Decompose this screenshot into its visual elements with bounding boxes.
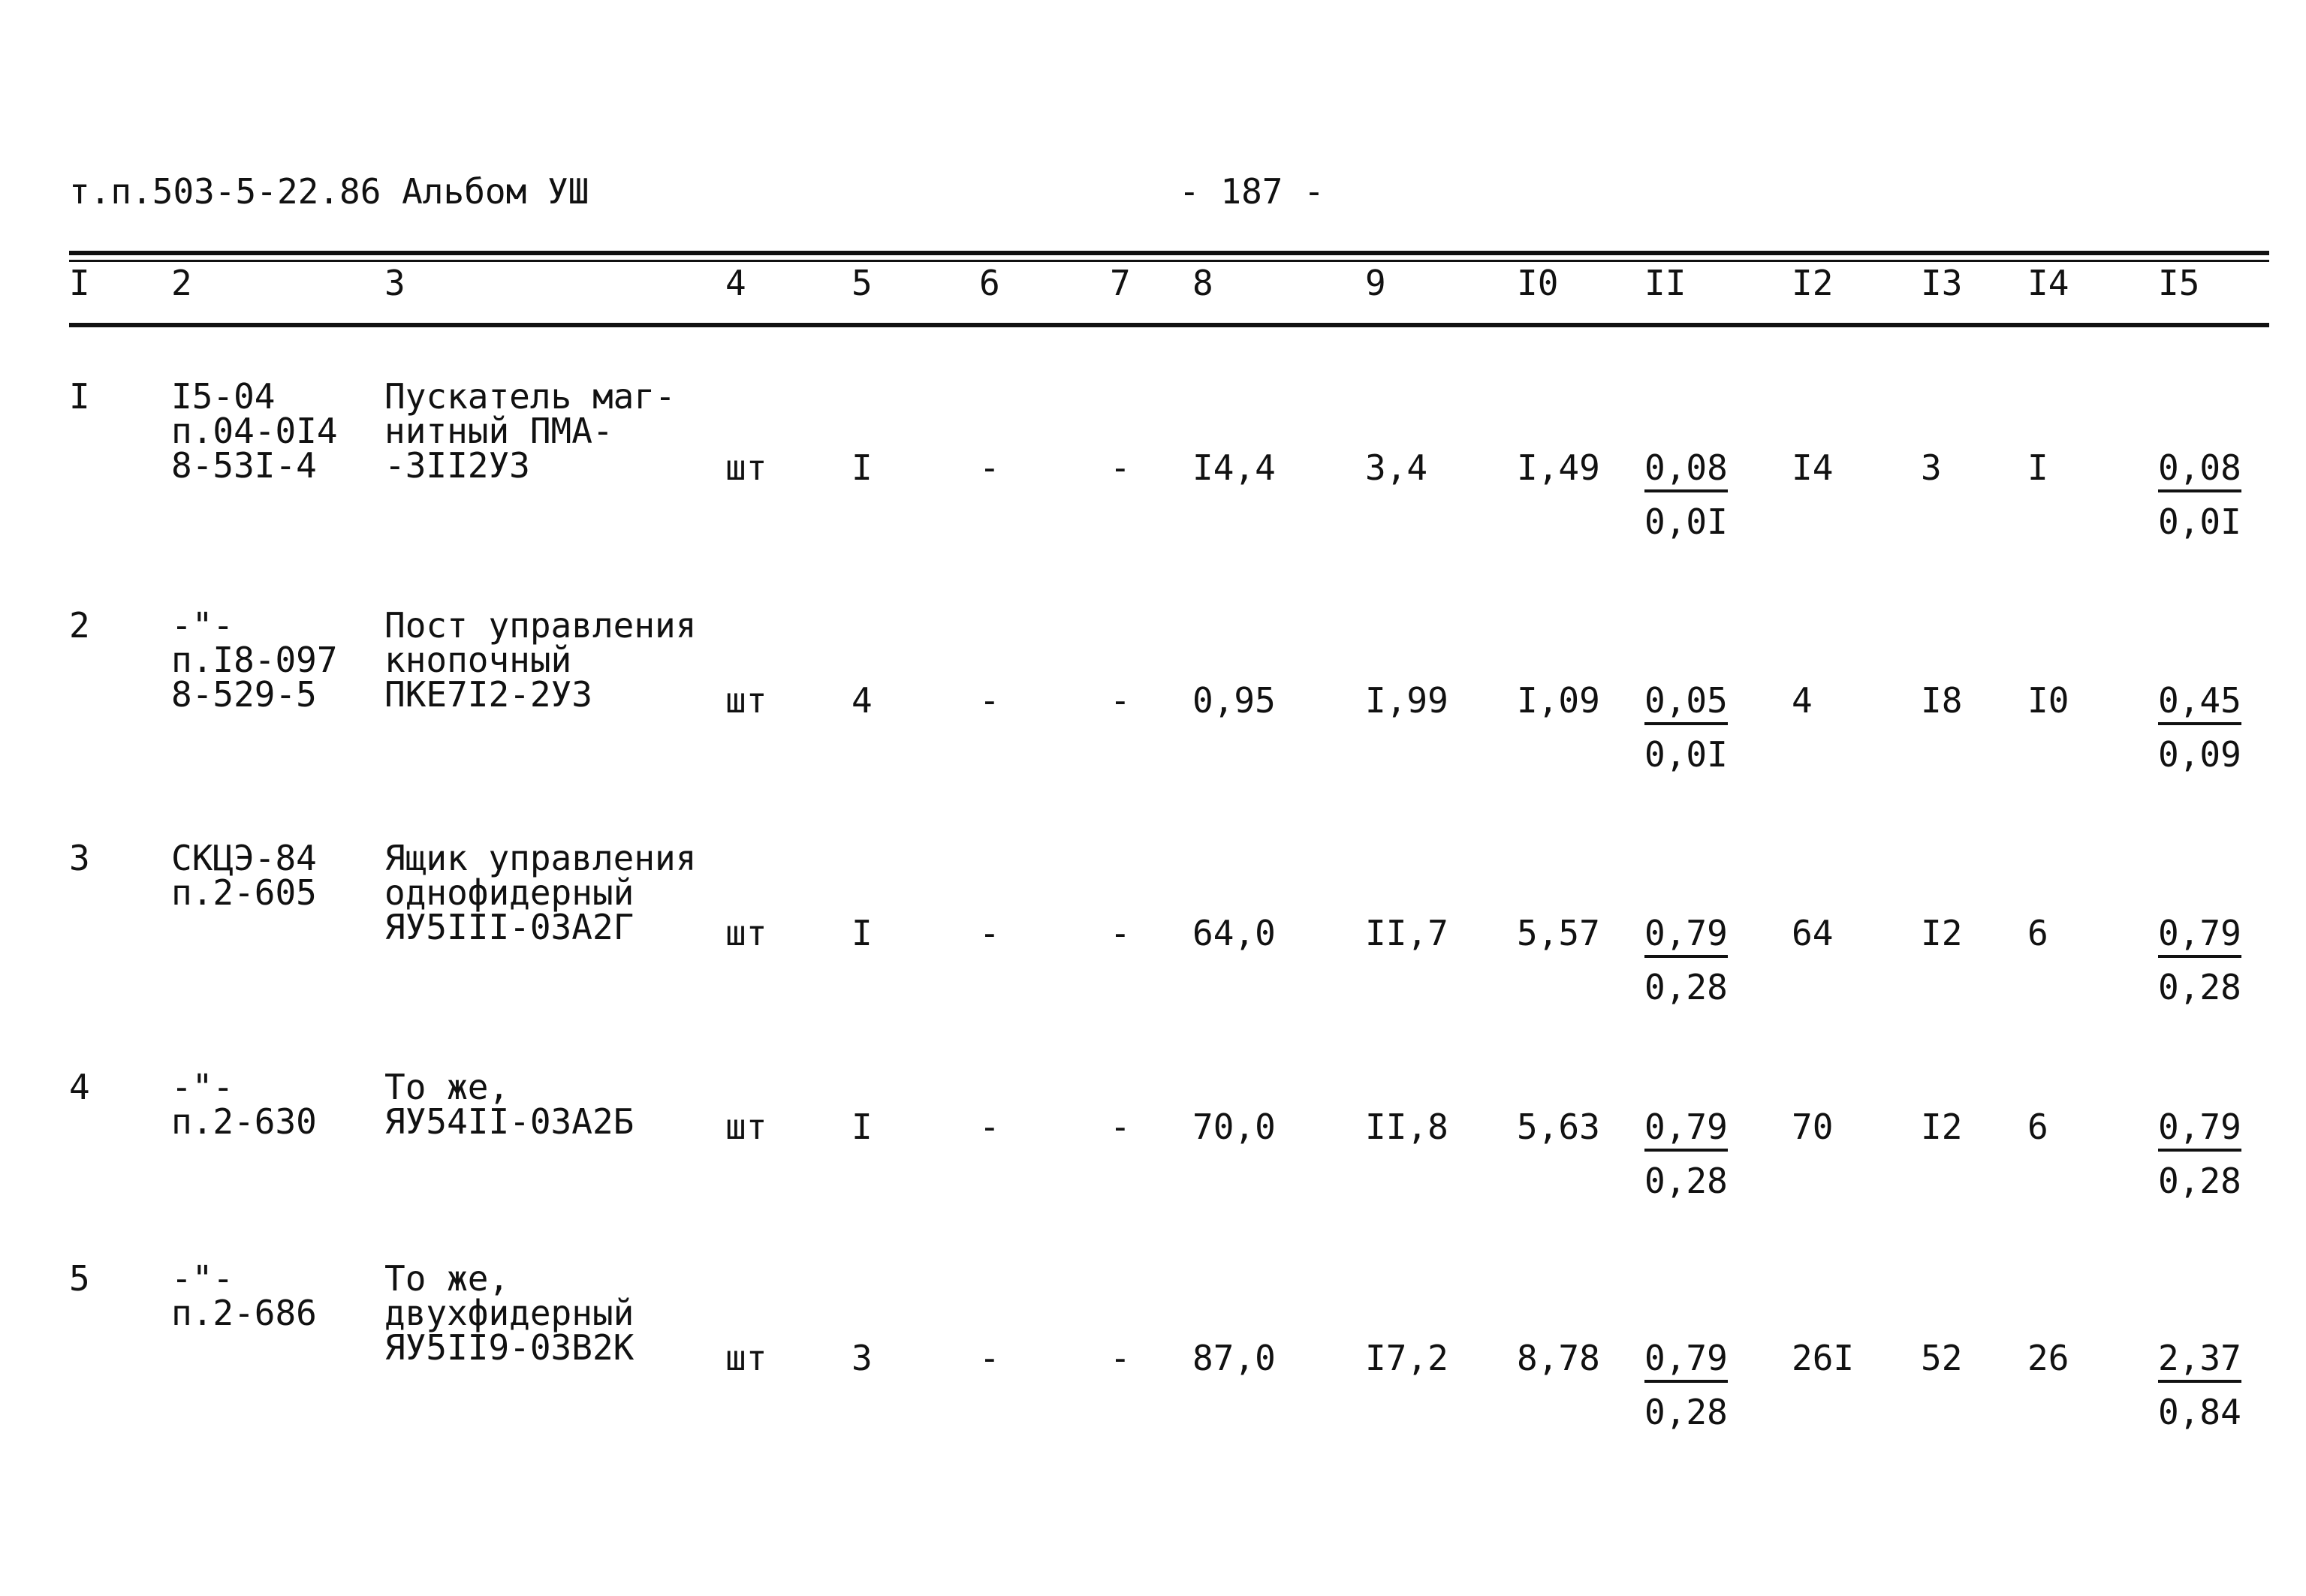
col12-value: 64	[1792, 913, 1834, 953]
code-line: -"-	[171, 1067, 234, 1107]
unit: шт	[725, 680, 767, 721]
col11-numerator: 0,79	[1644, 1341, 1728, 1383]
col9-value: II,7	[1365, 913, 1448, 953]
name-line: ЯУ5III-03А2Г	[384, 907, 635, 947]
name-line: Пост управления	[384, 605, 697, 646]
unit: шт	[725, 913, 767, 953]
col11-numerator: 0,08	[1644, 450, 1728, 492]
col10-value: 5,57	[1517, 913, 1600, 953]
col15-numerator: 0,45	[2158, 683, 2241, 725]
code-line: 8-53I-4	[171, 445, 317, 486]
col15-numerator: 0,08	[2158, 450, 2241, 492]
unit: шт	[725, 447, 767, 488]
unit: шт	[725, 1338, 767, 1378]
row-number: 3	[69, 838, 90, 878]
col12-value: I4	[1792, 447, 1834, 488]
column-number: 6	[979, 263, 1000, 303]
unit: шт	[725, 1107, 767, 1147]
item-name	[384, 1258, 635, 1368]
col13-value: 52	[1921, 1338, 1963, 1378]
name-line: То же,	[384, 1258, 510, 1299]
column-number: II	[1644, 263, 1687, 303]
col10-value: I,49	[1517, 447, 1600, 488]
col9-value: 3,4	[1365, 447, 1428, 488]
row-number: I	[69, 376, 90, 417]
document-reference: т.п.503-5-22.86 Альбом УШ	[69, 171, 589, 212]
item-code	[171, 1067, 317, 1142]
col7-value: -	[1110, 447, 1131, 488]
column-number: 5	[852, 263, 873, 303]
col14-value: 6	[2027, 913, 2048, 953]
col11-numerator: 0,79	[1644, 916, 1728, 958]
col6-value: -	[979, 447, 1000, 488]
col13-value: I8	[1921, 680, 1963, 721]
name-line: ЯУ54II-03А2Б	[384, 1101, 635, 1142]
row-number: 2	[69, 605, 90, 646]
col12-value: 26I	[1792, 1338, 1855, 1378]
col6-value: -	[979, 1107, 1000, 1147]
column-number: 8	[1192, 263, 1213, 303]
col8-value: 64,0	[1192, 913, 1276, 953]
name-line: Пускатель маг-	[384, 376, 676, 417]
item-name	[384, 376, 676, 486]
code-line: п.2-630	[171, 1101, 317, 1142]
name-line: однофидерный	[384, 872, 635, 913]
col15-denominator: 0,09	[2158, 734, 2241, 775]
quantity: I	[852, 447, 873, 488]
column-number: I	[69, 263, 90, 303]
code-line: -"-	[171, 1258, 234, 1299]
code-line: 8-529-5	[171, 674, 317, 715]
table-top-rule-thin	[69, 260, 2269, 262]
code-line: I5-04	[171, 376, 276, 417]
col13-value: I2	[1921, 913, 1963, 953]
name-line: ЯУ5II9-03В2К	[384, 1327, 635, 1368]
col15-denominator: 0,0I	[2158, 501, 2241, 542]
col11-denominator: 0,28	[1644, 1392, 1728, 1432]
col6-value: -	[979, 913, 1000, 953]
quantity: I	[852, 1107, 873, 1147]
col7-value: -	[1110, 1107, 1131, 1147]
col13-value: 3	[1921, 447, 1942, 488]
column-number: I5	[2158, 263, 2200, 303]
col15-numerator: 0,79	[2158, 916, 2241, 958]
col12-value: 4	[1792, 680, 1813, 721]
item-code	[171, 376, 338, 486]
col10-value: 8,78	[1517, 1338, 1600, 1378]
col8-value: 87,0	[1192, 1338, 1276, 1378]
code-line: п.04-0I4	[171, 411, 338, 451]
header-bottom-rule	[69, 323, 2269, 327]
name-line: нитный ПМА-	[384, 411, 613, 451]
col7-value: -	[1110, 1338, 1131, 1378]
column-number: 2	[171, 263, 192, 303]
item-code	[171, 1258, 317, 1333]
col9-value: I,99	[1365, 680, 1448, 721]
column-number: I0	[1517, 263, 1559, 303]
col7-value: -	[1110, 680, 1131, 721]
col11-numerator: 0,79	[1644, 1110, 1728, 1152]
item-code	[171, 605, 338, 715]
col12-value: 70	[1792, 1107, 1834, 1147]
col11-numerator: 0,05	[1644, 683, 1728, 725]
col8-value: 70,0	[1192, 1107, 1276, 1147]
code-line: -"-	[171, 605, 234, 646]
col14-value: 6	[2027, 1107, 2048, 1147]
row-number: 4	[69, 1067, 90, 1107]
name-line: двухфидерный	[384, 1293, 635, 1333]
col9-value: II,8	[1365, 1107, 1448, 1147]
column-number: I2	[1792, 263, 1834, 303]
row-number: 5	[69, 1258, 90, 1299]
column-number: I3	[1921, 263, 1963, 303]
col13-value: I2	[1921, 1107, 1963, 1147]
name-line: -3II2У3	[384, 445, 530, 486]
col14-value: 26	[2027, 1338, 2069, 1378]
col6-value: -	[979, 680, 1000, 721]
col10-value: I,09	[1517, 680, 1600, 721]
col15-denominator: 0,28	[2158, 1161, 2241, 1201]
col8-value: I4,4	[1192, 447, 1276, 488]
name-line: Ящик управления	[384, 838, 697, 878]
item-code	[171, 838, 317, 913]
col6-value: -	[979, 1338, 1000, 1378]
quantity: I	[852, 913, 873, 953]
name-line: То же,	[384, 1067, 510, 1107]
col15-denominator: 0,28	[2158, 967, 2241, 1007]
col11-denominator: 0,0I	[1644, 734, 1728, 775]
col11-denominator: 0,28	[1644, 1161, 1728, 1201]
col11-denominator: 0,28	[1644, 967, 1728, 1007]
item-name	[384, 1067, 635, 1142]
item-name	[384, 838, 697, 947]
table-top-rule	[69, 251, 2269, 255]
column-number: 9	[1365, 263, 1386, 303]
item-name	[384, 605, 697, 715]
col8-value: 0,95	[1192, 680, 1276, 721]
name-line: ПКЕ7I2-2У3	[384, 674, 592, 715]
col15-numerator: 2,37	[2158, 1341, 2241, 1383]
col7-value: -	[1110, 913, 1131, 953]
page-number: - 187 -	[1179, 171, 1325, 212]
col9-value: I7,2	[1365, 1338, 1448, 1378]
col15-denominator: 0,84	[2158, 1392, 2241, 1432]
code-line: п.2-686	[171, 1293, 317, 1333]
column-number: 3	[384, 263, 405, 303]
quantity: 3	[852, 1338, 873, 1378]
col14-value: I0	[2027, 680, 2069, 721]
col15-numerator: 0,79	[2158, 1110, 2241, 1152]
code-line: СКЦЭ-84	[171, 838, 317, 878]
column-number: 4	[725, 263, 746, 303]
col10-value: 5,63	[1517, 1107, 1600, 1147]
code-line: п.2-605	[171, 872, 317, 913]
quantity: 4	[852, 680, 873, 721]
col11-denominator: 0,0I	[1644, 501, 1728, 542]
code-line: п.I8-097	[171, 640, 338, 680]
name-line: кнопочный	[384, 640, 572, 680]
column-number: 7	[1110, 263, 1131, 303]
column-number: I4	[2027, 263, 2069, 303]
col14-value: I	[2027, 447, 2048, 488]
